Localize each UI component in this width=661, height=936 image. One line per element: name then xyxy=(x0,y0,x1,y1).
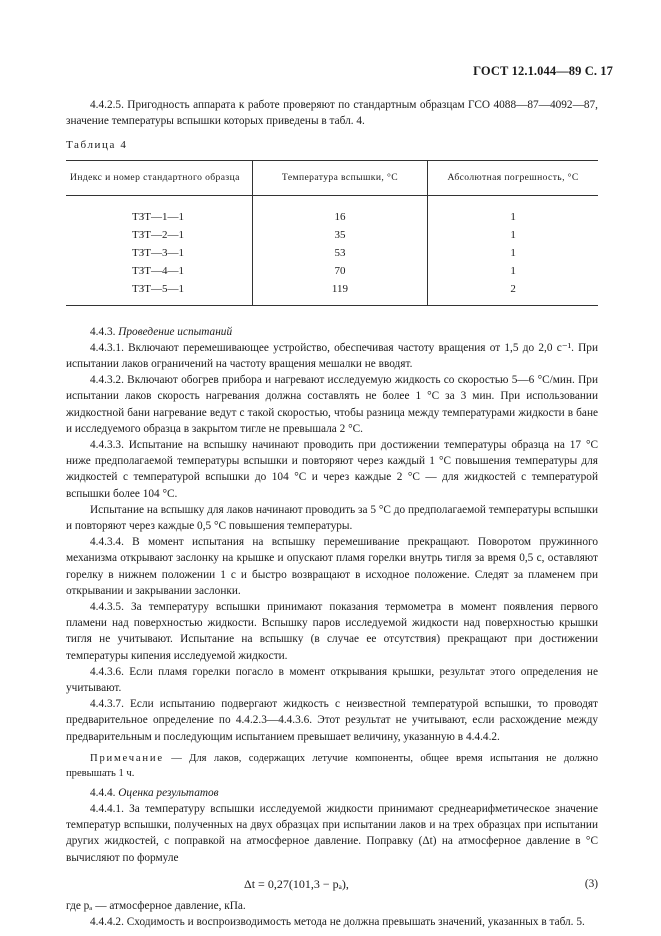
table-cell-index: ТЗТ—3—1 xyxy=(66,244,252,262)
page-content xyxy=(66,97,598,930)
table-cell-index: ТЗТ—1—1 xyxy=(66,195,252,226)
paragraph-4-4-3-3-lacquers: Испытание на вспышку для лаков начинают проводить за 5 °С до предполагаемой температуры вспышки и повторяют через каждые 0,5 °С повышения температуры. xyxy=(66,503,598,532)
paragraph-4-4-4-2: 4.4.4.2. Сходимость и воспроизводимость метода не должна превышать значений, указанных в табл. 5. xyxy=(90,916,585,929)
table-cell-error: 1 xyxy=(510,265,516,278)
table-row xyxy=(66,226,598,244)
paragraph-4-4-3-7: 4.4.3.7. Если испытанию подвергают жидкость с неизвестной температурой вспышки, то проводят предварительное определение по 4.4.2.3—4.4.3.6. Этот результат не учитывают, если расхождение между предварительным и последующим испытанием превышает величину, указанную в 4.4.4.2. xyxy=(66,698,598,743)
section-number: 4.4.4. xyxy=(90,786,116,799)
paragraph-4-4-4-1: 4.4.4.1. За температуру вспышки исследуемой жидкости принимают среднеарифметическое значение температур вспышки, полученных на двух образцах при испытании лаков и на трех образцах при испытании других жидкостей, с поправкой на атмосферное давление. Поправку (Δt) на атмосферное давление в °С вычисляют по формуле xyxy=(66,803,598,864)
paragraph-4-4-3-2: 4.4.3.2. Включают обогрев прибора и нагревают исследуемую жидкость со скоростью 5—6 °С/мин. При испытании лаков скорость нагревания должна составлять не более 1 °С за 3 мин. При использовании жидкостной бани нагревание ведут с такой скоростью, чтобы разница между температурами жидкости в бане и исследуемого образца в закрытом тигле не превышала 2 °С. xyxy=(66,374,598,435)
note-label: Примечание xyxy=(90,752,164,764)
table-4 xyxy=(66,160,598,306)
paragraph-4-4-3-6: 4.4.3.6. Если пламя горелки погасло в момент открывания крышки, результат этого определения не учитывают. xyxy=(66,665,598,695)
section-4-4-3-heading xyxy=(66,324,598,340)
table-row xyxy=(66,244,598,262)
formula: Δt = 0,27(101,3 − pₐ), xyxy=(244,876,349,891)
table-cell-temperature: 119 xyxy=(252,280,428,305)
table-cell-temperature: 53 xyxy=(252,244,428,262)
table-cell-error: 1 xyxy=(510,210,516,223)
paragraph-4-4-3-4: 4.4.3.4. В момент испытания на вспышку перемешивание прекращают. Поворотом пружинного механизма открывают заслонку на крышке и опускают пламя горелки внутрь тигля за время 0,5 с, оставляют горелку в нижнем положении 1 с и быстро возвращают в исходное положение. Следят за пламенем при открывании и закрывании заслонки. xyxy=(66,536,598,597)
table-row xyxy=(66,280,598,305)
table-cell-temperature: 16 xyxy=(252,195,428,226)
section-4-4-4-heading xyxy=(66,785,598,801)
table-header-error: Абсолютная погрешность, °С xyxy=(428,160,598,195)
paragraph-4-4-3-5: 4.4.3.5. За температуру вспышки принимают показания термометра в момент появления первого пламени над поверхностью жидкости. Вспышку паров исследуемой жидкости над поверхностью крышки тигля не учитывают. Испытание на вспышку (в случае ее отсутствия) прекращают при достижении температуры кипения исследуемой жидкости. xyxy=(66,601,598,662)
table-row xyxy=(66,262,598,280)
note xyxy=(66,751,598,781)
table-row xyxy=(66,195,598,226)
table-cell-error: 1 xyxy=(510,228,516,241)
formula-number: (3) xyxy=(584,877,598,890)
paragraph-4-4-3-1: 4.4.3.1. Включают перемешивающее устройство, обеспечивая частоту вращения от 1,5 до 2,0 с⁻¹. При испытании лаков ограничений на частоту вращения мешалки не вводят. xyxy=(66,341,598,370)
page-header: ГОСТ 12.1.044—89 С. 17 xyxy=(473,64,613,78)
table-cell-error: 1 xyxy=(510,246,516,259)
note-text: — Для лаков, содержащих летучие компоненты, общее время испытания не должно превышать 1 ч. xyxy=(66,752,598,779)
table-cell-error: 2 xyxy=(428,280,598,305)
table-cell-index: ТЗТ—5—1 xyxy=(66,280,252,305)
paragraph-4-4-2-5: 4.4.2.5. Пригодность аппарата к работе проверяют по стандартным образцам ГСО 4088—87—4092—87, значение температуры вспышки которых приведены в табл. 4. xyxy=(66,99,598,128)
table-header-index: Индекс и номер стандартного образца xyxy=(66,160,252,195)
section-title: Оценка результатов xyxy=(118,786,219,799)
paragraph-4-4-3-3: 4.4.3.3. Испытание на вспышку начинают проводить при достижении температуры образца на 17 °С ниже предполагаемой температуры вспышки и повторяют через каждый 1 °С повышения температуры для жидкостей с температурой вспышки до 104 °С и через каждые 2 °С — для жидкостей с температурой вспышки более 104 °С. xyxy=(66,438,598,500)
formula-row xyxy=(66,872,598,898)
section-number: 4.4.3. xyxy=(90,325,116,338)
section-title: Проведение испытаний xyxy=(118,325,233,338)
formula-where: где pₐ — атмосферное давление, кПа. xyxy=(66,899,246,912)
table-cell-index: ТЗТ—2—1 xyxy=(66,226,252,244)
table-header-temperature: Температура вспышки, °С xyxy=(252,160,428,195)
table-header-row xyxy=(66,160,598,195)
table-cell-temperature: 35 xyxy=(252,226,428,244)
table-caption: Таблица 4 xyxy=(66,139,128,152)
table-cell-temperature: 70 xyxy=(252,262,428,280)
table-cell-index: ТЗТ—4—1 xyxy=(66,262,252,280)
